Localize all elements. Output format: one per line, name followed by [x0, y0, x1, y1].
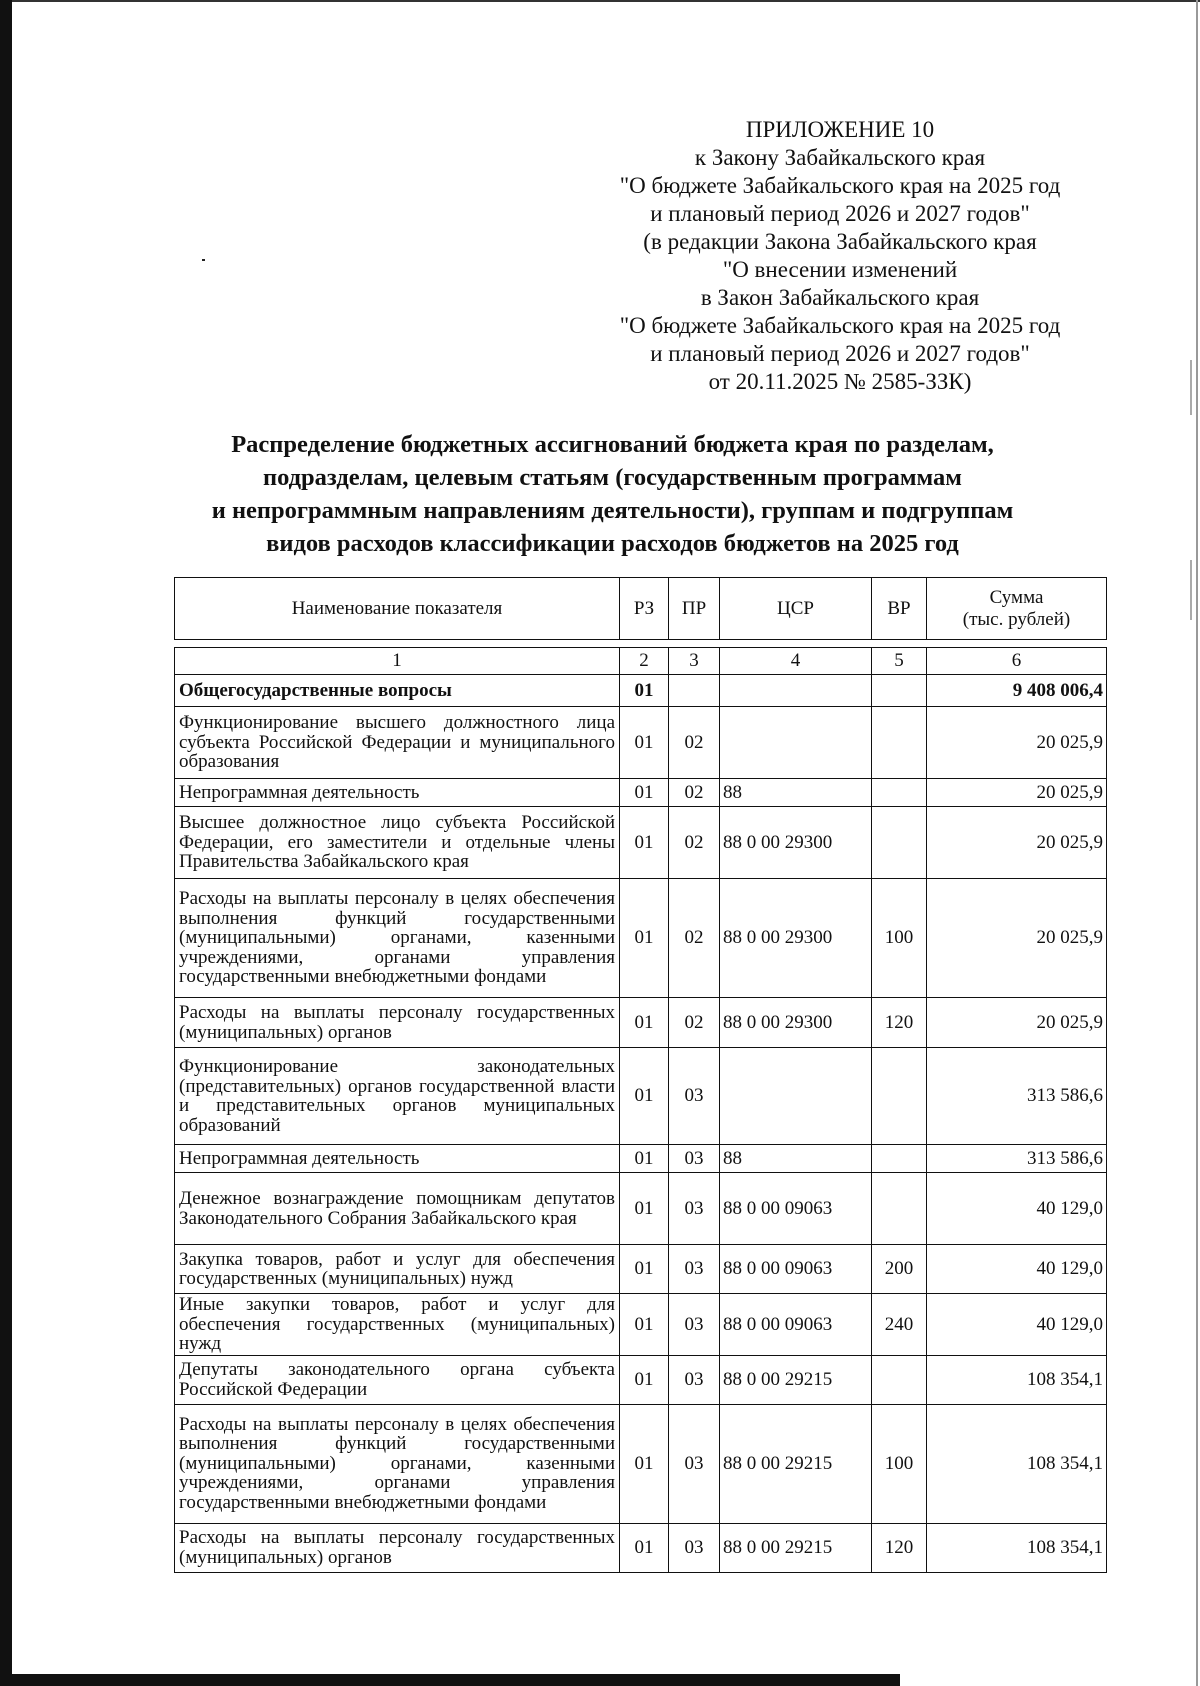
cell-name: Денежное вознаграждение помощникам депутатов Законодательного Собрания Забайкальского края [175, 1173, 620, 1245]
column-number: 5 [872, 648, 927, 675]
cell-vr [872, 1173, 927, 1245]
cell-vr [872, 1145, 927, 1173]
cell-rz: 01 [620, 1404, 669, 1523]
cell-pr [669, 675, 720, 707]
table-row [175, 879, 1107, 998]
cell-sum: 20 025,9 [927, 779, 1107, 807]
cell-vr: 120 [872, 998, 927, 1048]
cell-rz: 01 [620, 1245, 669, 1294]
title-line: Распределение бюджетных ассигнований бюджета края по разделам, [231, 431, 994, 458]
appendix-line: "О бюджете Забайкальского края на 2025 год [619, 173, 1061, 198]
cell-rz: 01 [620, 879, 669, 998]
column-number: 4 [720, 648, 872, 675]
cell-vr [872, 707, 927, 779]
cell-vr: 120 [872, 1523, 927, 1572]
cell-sum: 20 025,9 [927, 807, 1107, 879]
table-row [175, 998, 1107, 1048]
cell-rz: 01 [620, 1048, 669, 1145]
scan-speck [1190, 560, 1192, 620]
cell-rz: 01 [620, 675, 669, 707]
appendix-header [560, 116, 1120, 396]
appendix-line: (в редакции Закона Забайкальского края [643, 229, 1037, 254]
cell-name: Закупка товаров, работ и услуг для обеспечения государственных (муниципальных) нужд [175, 1245, 620, 1294]
cell-name: Непрограммная деятельность [175, 1145, 620, 1173]
column-number: 1 [175, 648, 620, 675]
cell-vr: 200 [872, 1245, 927, 1294]
cell-name: Высшее должностное лицо субъекта Российской Федерации, его заместители и отдельные члены Правительства Забайкальского края [175, 807, 620, 879]
appendix-line: в Закон Забайкальского края [700, 285, 980, 310]
header-csr: ЦСР [720, 578, 872, 640]
cell-sum: 20 025,9 [927, 998, 1107, 1048]
header-sum-unit: (тыс. рублей) [962, 608, 1071, 630]
cell-sum: 20 025,9 [927, 707, 1107, 779]
cell-sum: 313 586,6 [927, 1048, 1107, 1145]
column-number: 2 [620, 648, 669, 675]
budget-table [174, 647, 1107, 1573]
cell-pr: 03 [669, 1404, 720, 1523]
cell-pr: 03 [669, 1048, 720, 1145]
cell-pr: 02 [669, 707, 720, 779]
cell-rz: 01 [620, 1355, 669, 1404]
cell-rz: 01 [620, 1523, 669, 1572]
table-header [174, 577, 1107, 640]
cell-pr: 02 [669, 807, 720, 879]
cell-csr: 88 0 00 29300 [720, 807, 872, 879]
header-name: Наименование показателя [175, 578, 620, 640]
title-line: видов расходов классификации расходов бюджетов на 2025 год [266, 530, 959, 557]
cell-sum: 20 025,9 [927, 879, 1107, 998]
cell-pr: 02 [669, 779, 720, 807]
cell-sum: 108 354,1 [927, 1404, 1107, 1523]
cell-csr: 88 0 00 29215 [720, 1404, 872, 1523]
cell-sum: 108 354,1 [927, 1355, 1107, 1404]
cell-pr: 03 [669, 1355, 720, 1404]
cell-rz: 01 [620, 807, 669, 879]
title-line: подразделам, целевым статьям (государственным программам [263, 464, 962, 491]
header-rz: РЗ [620, 578, 669, 640]
cell-sum: 313 586,6 [927, 1145, 1107, 1173]
cell-csr [720, 1048, 872, 1145]
cell-pr: 02 [669, 879, 720, 998]
cell-name: Иные закупки товаров, работ и услуг для обеспечения государственных (муниципальных) нужд [175, 1294, 620, 1356]
cell-vr [872, 1048, 927, 1145]
cell-csr: 88 0 00 09063 [720, 1245, 872, 1294]
table-row [175, 1523, 1107, 1572]
cell-csr: 88 0 00 29300 [720, 998, 872, 1048]
cell-vr: 240 [872, 1294, 927, 1356]
cell-vr [872, 779, 927, 807]
cell-sum: 9 408 006,4 [927, 675, 1107, 707]
column-number: 3 [669, 648, 720, 675]
appendix-line: и плановый период 2026 и 2027 годов" [650, 341, 1030, 366]
column-number-row [175, 648, 1107, 675]
cell-name: Депутаты законодательного органа субъекта Российской Федерации [175, 1355, 620, 1404]
cell-rz: 01 [620, 1294, 669, 1356]
header-sum [927, 578, 1107, 640]
cell-csr: 88 0 00 09063 [720, 1294, 872, 1356]
column-number: 6 [927, 648, 1107, 675]
scan-border-right [1196, 0, 1198, 1686]
header-vr: ВР [872, 578, 927, 640]
title-line: и непрограммным направлениям деятельности), группам и подгруппам [211, 497, 1014, 524]
cell-sum: 40 129,0 [927, 1294, 1107, 1356]
table-row [175, 1355, 1107, 1404]
scan-speck [202, 259, 205, 261]
table-row [175, 1245, 1107, 1294]
appendix-line: и плановый период 2026 и 2027 годов" [650, 201, 1030, 226]
table-row [175, 1173, 1107, 1245]
cell-csr: 88 0 00 29215 [720, 1523, 872, 1572]
cell-rz: 01 [620, 1145, 669, 1173]
cell-sum: 40 129,0 [927, 1245, 1107, 1294]
table-row [175, 807, 1107, 879]
cell-sum: 40 129,0 [927, 1173, 1107, 1245]
cell-pr: 03 [669, 1145, 720, 1173]
cell-pr: 03 [669, 1523, 720, 1572]
cell-rz: 01 [620, 707, 669, 779]
table-row [175, 779, 1107, 807]
cell-vr: 100 [872, 1404, 927, 1523]
cell-name: Расходы на выплаты персоналу в целях обеспечения выполнения функций государственными (муниципальными) органами, казенными учреждениями, органами управления государственными внебюджетными фондами [175, 1404, 620, 1523]
cell-csr: 88 0 00 09063 [720, 1173, 872, 1245]
scan-border-left [0, 0, 12, 1686]
table-row [175, 1404, 1107, 1523]
scan-speck [1190, 360, 1192, 415]
header-sum-title: Сумма [989, 586, 1044, 608]
cell-csr: 88 0 00 29215 [720, 1355, 872, 1404]
cell-vr [872, 807, 927, 879]
scan-border-top [12, 0, 1200, 2]
cell-csr: 88 [720, 779, 872, 807]
table-row [175, 1048, 1107, 1145]
cell-sum: 108 354,1 [927, 1523, 1107, 1572]
document-title [160, 428, 1065, 560]
table-row [175, 675, 1107, 707]
cell-csr: 88 [720, 1145, 872, 1173]
cell-name: Общегосударственные вопросы [175, 675, 620, 707]
cell-csr [720, 707, 872, 779]
appendix-line: ПРИЛОЖЕНИЕ 10 [745, 117, 935, 142]
cell-name: Функционирование высшего должностного лица субъекта Российской Федерации и муниципального образования [175, 707, 620, 779]
appendix-line: "О бюджете Забайкальского края на 2025 год [619, 313, 1061, 338]
table-row [175, 1145, 1107, 1173]
cell-name: Расходы на выплаты персоналу в целях обеспечения выполнения функций государственными (муниципальными) органами, казенными учреждениями, органами управления государственными внебюджетными фондами [175, 879, 620, 998]
cell-rz: 01 [620, 779, 669, 807]
appendix-line: от 20.11.2025 № 2585-ЗЗК) [708, 369, 972, 394]
cell-rz: 01 [620, 1173, 669, 1245]
scan-border-bottom [0, 1674, 900, 1686]
table-row [175, 707, 1107, 779]
cell-name: Расходы на выплаты персоналу государственных (муниципальных) органов [175, 1523, 620, 1572]
cell-vr [872, 1355, 927, 1404]
cell-csr: 88 0 00 29300 [720, 879, 872, 998]
cell-csr [720, 675, 872, 707]
cell-vr: 100 [872, 879, 927, 998]
cell-pr: 03 [669, 1173, 720, 1245]
cell-pr: 03 [669, 1294, 720, 1356]
appendix-line: к Закону Забайкальского края [694, 145, 986, 170]
table-row [175, 1294, 1107, 1356]
header-pr: ПР [669, 578, 720, 640]
cell-rz: 01 [620, 998, 669, 1048]
cell-pr: 03 [669, 1245, 720, 1294]
cell-name: Функционирование законодательных (представительных) органов государственной власти и представительных органов муниципальных образований [175, 1048, 620, 1145]
appendix-line: "О внесении изменений [722, 257, 958, 282]
cell-vr [872, 675, 927, 707]
cell-name: Расходы на выплаты персоналу государственных (муниципальных) органов [175, 998, 620, 1048]
cell-pr: 02 [669, 998, 720, 1048]
cell-name: Непрограммная деятельность [175, 779, 620, 807]
